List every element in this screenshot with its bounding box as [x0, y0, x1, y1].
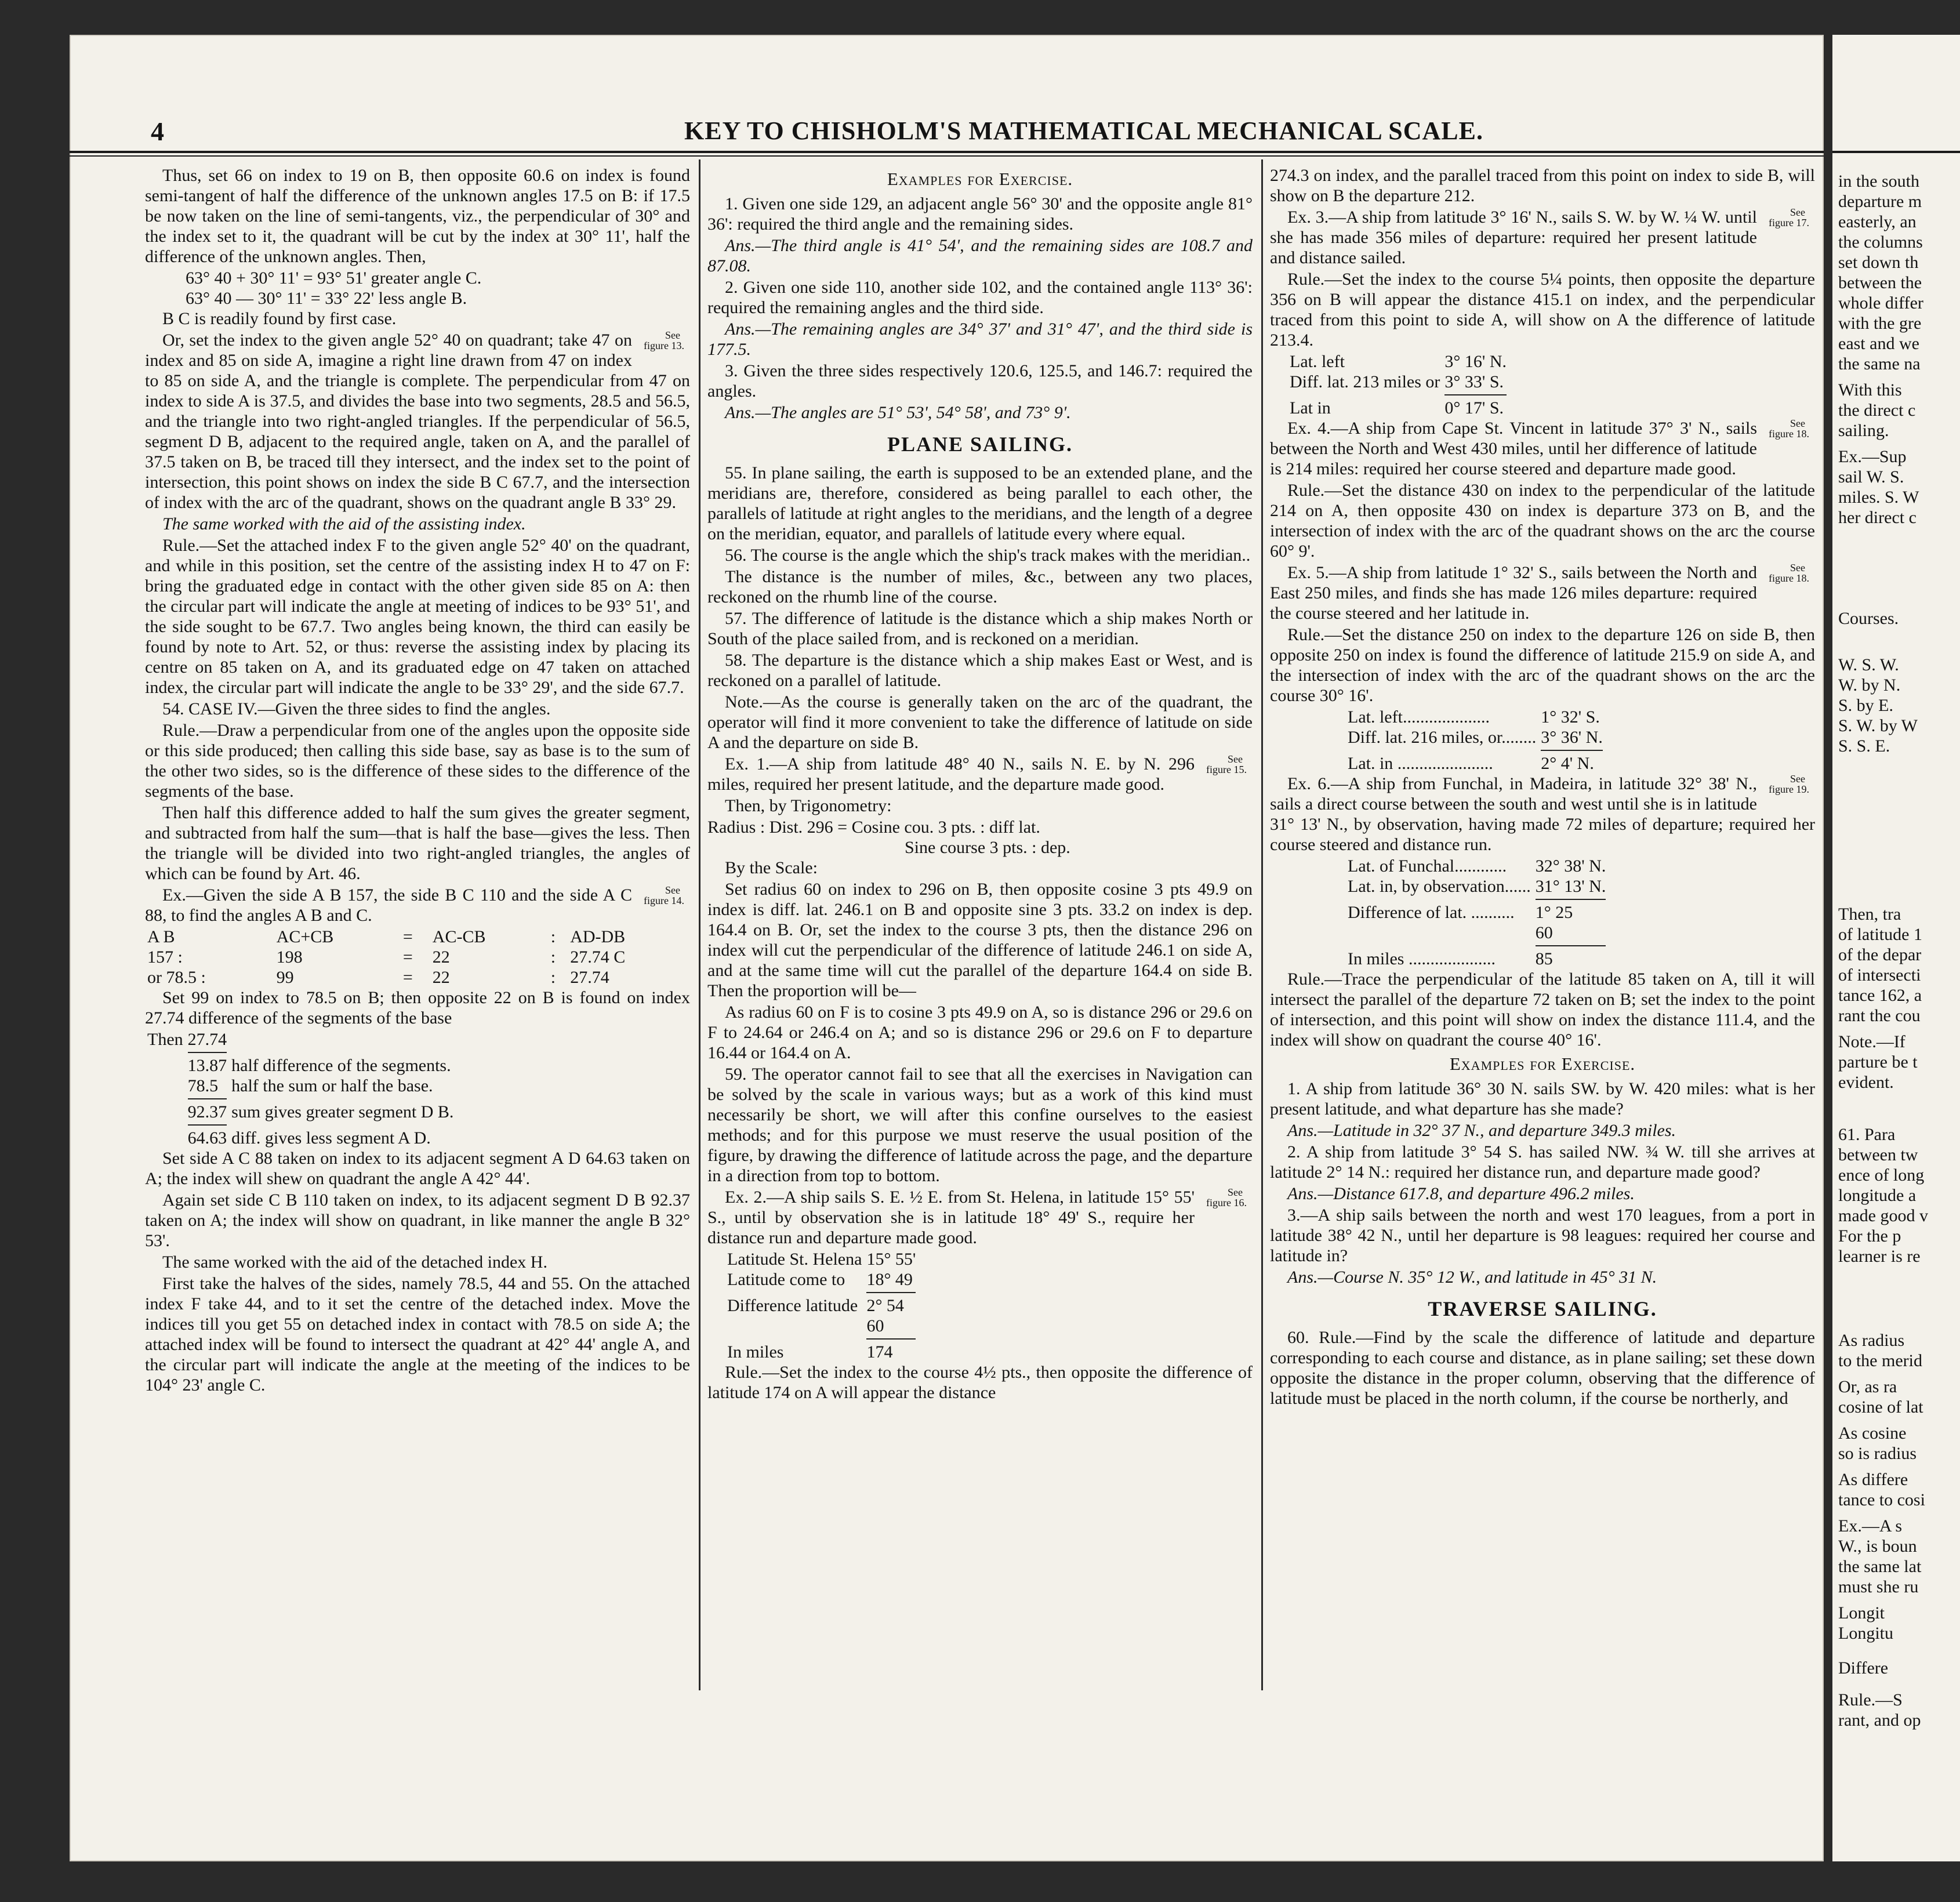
paragraph: See figure 13. Or, set the index to the given angle 52° 40 on quadrant; take 47 on index and 85 on side A, imagine a right line drawn from 47 on index to 85 on side A, and the triangle is complete. The perpendicular from 47 on index to side A is 37.5, and divides the base into two segments, 28.5 and 56.5, and the triangle into two right-angled triangles. If the perpendicular of 56.5, segment D B, adjacent to the required angle, taken on A, and the parallel of 37.5 taken on B, be traced till they intersect, and the index set to the point of intersection, this point shows on index the side B C 67.7, and the intersection of index with the arc of the quadrant, shows on the quadrant angle B 33° 29. [145, 329, 690, 512]
paragraph: Thus, set 66 on index to 19 on B, then opposite 60.6 on index is found semi-tangent of half the difference of the unknown angles 17.5 on B: if 17.5 be now taken on the line of semi-tangents, viz., the perpendicular of 30° and the index set to it, the quadrant will be cut by the index at 30° 11', half the difference of the unknown angles. Then, [145, 166, 690, 266]
figure-note: See figure 17. [1769, 206, 1809, 228]
header-rule [1832, 151, 1960, 153]
adjacent-page-fragment [1832, 35, 1960, 1861]
fragment-line: the direct c [1838, 401, 1916, 420]
latitude-table: Lat. left.................... 1° 32' S. Diff. lat. 216 miles, or........ 3° 36' N. Lat. in ...................... 2° 4' N. [1348, 707, 1603, 773]
answer: Ans.—The third angle is 41° 54', and the remaining sides are 108.7 and 87.08. [707, 236, 1253, 275]
fragment-line: W. S. W. [1838, 655, 1899, 674]
fragment-line: sailing. [1838, 421, 1889, 440]
paragraph: Rule.—Set the index to the course 4½ pts., then opposite the difference of latitude 174 on A will appear the distance [707, 1363, 1253, 1402]
paragraph: Then half this difference added to half the sum gives the greater segment, and subtracted from half the sum—that is half the base—gives the less. Then the triangle will be divided into two right-angled triangles, the angles of which can be found by Art. 46. [145, 803, 690, 883]
segment-calc-table: Then 27.74 13.87 half difference of the segments. 78.5 half the sum or half the base. 92.37 sum gives greater segment D B. 64.63 diff. gives less segment A D. [147, 1030, 454, 1148]
fragment-line: set down th [1838, 253, 1919, 272]
fragment-line: Courses. [1838, 609, 1899, 628]
paragraph: Set radius 60 on index to 296 on B, then opposite cosine 3 pts 49.9 on index is diff. lat. 246.1 on B and opposite sine 3 pts. 33.2 on index is dep. 164.4 on B. Or, set the index to the course 3 pts, then the distance 296 on index will cut the perpendicular of the difference of latitude 246.1 on side A, and at the same time will cut the parallel of the departure 164.4 on side B. Then the proportion will be— [707, 880, 1253, 1000]
fragment-line: Longit [1838, 1603, 1885, 1622]
answer: Ans.—The angles are 51° 53', 54° 58', and 73° 9'. [725, 403, 1071, 422]
equation: 63° 40 — 30° 11' = 33° 22' less angle B. [186, 289, 467, 308]
fragment-line: As differe [1838, 1470, 1908, 1489]
paragraph: 3. Given the three sides respectively 120.6, 125.5, and 146.7: required the angles. [707, 361, 1253, 401]
fragment-line: Or, as ra [1838, 1377, 1897, 1396]
fragment-line: tance 162, a [1838, 986, 1922, 1005]
fragment-line: Longitu [1838, 1624, 1893, 1643]
header-rule-thin [70, 155, 1824, 157]
fragment-line: departure m [1838, 192, 1922, 211]
section-heading: Examples for Exercise. [1449, 1054, 1636, 1074]
section-heading: Examples for Exercise. [887, 169, 1073, 189]
latitude-table: Lat. of Funchal............ 32° 38' N. Lat. in, by observation...... 31° 13' N. Difference of lat. .......... 1° 25 60 In miles .................... 85 [1348, 856, 1606, 968]
paragraph: See figure 14. Ex.—Given the side A B 157, the side B C 110 and the side A C 88, to find the angles A B and C. [145, 885, 690, 925]
figure-note: See figure 14. [644, 884, 684, 906]
fragment-line: rant the cou [1838, 1006, 1921, 1025]
figure-note: See figure 15. [1206, 753, 1247, 775]
fragment-line: in the south [1838, 172, 1919, 191]
fragment-line: of latitude 1 [1838, 925, 1922, 944]
fragment-line: must she ru [1838, 1577, 1919, 1596]
figure-note: See figure 18. [1769, 418, 1809, 440]
fragment-line: W. by N. [1838, 676, 1901, 695]
column-3 [1270, 165, 1815, 1410]
fragment-line: so is radius [1838, 1444, 1917, 1463]
paragraph: Rule.—Trace the perpendicular of the latitude 85 taken on A, till it will intersect the parallel of the departure 72 taken on B; set the index to the point of intersection, and this point will show on index the distance 111.4, and the index will show on quadrant the course 40° 16'. [1270, 970, 1815, 1050]
fragment-line: longitude a [1838, 1186, 1917, 1205]
fragment-line: S. by E. [1838, 696, 1894, 715]
fragment-line: evident. [1838, 1073, 1894, 1092]
paragraph: Rule.—Set the attached index F to the given angle 52° 40' on the quadrant, and while in this position, set the centre of the assisting index H to 47 on F: bring the graduated edge in contact with the other given side 85 on A: then the circular part will indicate the angle at meeting of indices to be 93° 51', and the side sought to be 67.7. Two angles being known, the third can easily be found by note to Art. 52, or thus: reverse the assisting index by placing its centre on 85 taken on A, and its graduated edge on 47 taken on attached index, the circular part will indicate the angle to be 33° 29', and the side 67.7. [145, 536, 690, 697]
paragraph: 58. The departure is the distance which a ship makes East or West, and is reckoned on a parallel of latitude. [707, 651, 1253, 690]
paragraph: Again set side C B 110 taken on index, to its adjacent segment D B 92.37 taken on A; the index will show on quadrant, in like manner the angle B 32° 53'. [145, 1190, 690, 1250]
fragment-line: S. S. E. [1838, 736, 1890, 756]
formula: Radius : Dist. 296 = Cosine cou. 3 pts. : diff lat. [707, 818, 1040, 837]
paragraph: See figure 19. Ex. 6.—A ship from Funchal, in Madeira, in latitude 32° 38' N., sails a direct course between the south and west until she is in latitude 31° 13' N., by observation, having made 72 miles of departure; required her course steered and distance run. [1270, 773, 1815, 854]
fragment-line: easterly, an [1838, 212, 1917, 231]
paragraph: By the Scale: [725, 858, 818, 877]
fragment-line: S. W. by W [1838, 716, 1918, 735]
paragraph: 1. A ship from latitude 36° 30 N. sails SW. by W. 420 miles: what is her present latitude, and what departure has she made? [1270, 1079, 1815, 1119]
column-1 [145, 165, 690, 1396]
section-title: PLANE SAILING. [887, 433, 1073, 456]
paragraph: Note.—As the course is generally taken on the arc of the quadrant, the operator will find it more convenient to take the difference of latitude on side A and the departure on side B. [707, 692, 1253, 752]
paragraph: B C is readily found by first case. [162, 309, 397, 328]
paragraph: The same worked with the aid of the assisting index. [162, 514, 526, 533]
paragraph: Rule.—Set the index to the course 5¼ points, then opposite the departure 356 on B will appear the distance 415.1 on index, and the perpendicular traced from this point to side A, will show on A the difference of latitude 213.4. [1270, 270, 1815, 350]
fragment-line: As cosine [1838, 1424, 1907, 1443]
fragment-line: Rule.—S [1838, 1690, 1903, 1709]
paragraph: Rule.—Set the distance 250 on index to the departure 126 on side B, then opposite 250 on index is found the difference of latitude 215.9 on side A, and the intersection of index with the arc of the quadrant shows on the arc the course 30° 16'. [1270, 625, 1815, 705]
paragraph: 59. The operator cannot fail to see that all the exercises in Navigation can be solved by the scale in various ways; but as a work of this kind must necessarily be short, we will after this confine ourselves to the easiest methods; and for this purpose we must reserve the usual position of the figure, by drawing the difference of latitude across the page, and the departure in a direction from top to bottom. [707, 1065, 1253, 1185]
fragment-line: With this [1838, 380, 1902, 400]
answer: Ans.—Course N. 35° 12 W., and latitude in 45° 31 N. [1287, 1268, 1657, 1287]
fragment-line: made good v [1838, 1206, 1928, 1225]
paragraph: 56. The course is the angle which the ship's track makes with the meridian.. [725, 546, 1251, 565]
running-title: KEY TO CHISHOLM'S MATHEMATICAL MECHANICAL SCALE. [684, 117, 1483, 145]
equation: 63° 40 + 30° 11' = 93° 51' greater angle C. [186, 268, 482, 288]
paragraph: 57. The difference of latitude is the distance which a ship makes North or South of the place sailed from, and is reckoned on a meridian. [707, 609, 1253, 648]
fragment-line: cosine of lat [1838, 1398, 1923, 1417]
fragment-line: tance to cosi [1838, 1490, 1925, 1509]
paragraph: 2. A ship from latitude 3° 54 S. has sailed NW. ¾ W. till she arrives at latitude 2° 14 N.: required her distance run, and departure made good? [1270, 1142, 1815, 1182]
fragment-line: the columns [1838, 233, 1923, 252]
paragraph: Then, by Trigonometry: [725, 796, 892, 815]
fragment-line: the same lat [1838, 1557, 1922, 1576]
paragraph: 274.3 on index, and the parallel traced from this point on index to side B, will show on B the departure 212. [1270, 166, 1815, 205]
fragment-line: Then, tra [1838, 905, 1901, 924]
paragraph: 54. CASE IV.—Given the three sides to find the angles. [162, 699, 551, 718]
paragraph: See figure 18. Ex. 4.—A ship from Cape St. Vincent in latitude 37° 3' N., sails between the North and West 430 miles, until her difference of latitude is 214 miles: required her course steered and departure made good. [1270, 418, 1815, 479]
section-title: TRAVERSE SAILING. [1428, 1297, 1657, 1320]
fragment-line: Note.—If [1838, 1032, 1905, 1051]
fragment-line: with the gre [1838, 314, 1922, 333]
fragment-line: Ex.—A s [1838, 1516, 1903, 1536]
fragment-line: her direct c [1838, 508, 1917, 527]
fragment-line: east and we [1838, 334, 1919, 353]
fragment-line: parture be t [1838, 1052, 1918, 1072]
fragment-line: Differe [1838, 1658, 1889, 1678]
fragment-line: As radius [1838, 1331, 1905, 1350]
page-number: 4 [151, 117, 164, 146]
paragraph: The distance is the number of miles, &c., between any two places, reckoned on the rhumb line of the course. [707, 567, 1253, 607]
answer: Ans.—Latitude in 32° 37 N., and departure 349.3 miles. [1287, 1121, 1676, 1140]
paragraph: As radius 60 on F is to cosine 3 pts 49.9 on A, so is distance 296 or 29.6 on F to 24.64 or 246.4 on A; and so is distance 296 or 29.6 on F to departure 16.44 or 164.4 on A. [707, 1003, 1253, 1062]
fragment-line: For the p [1838, 1226, 1901, 1246]
paragraph: 1. Given one side 129, an adjacent angle 56° 30' and the opposite angle 81° 36': required the third angle and the remaining sides. [707, 194, 1253, 234]
fragment-line: between tw [1838, 1145, 1918, 1164]
paragraph: 3.—A ship sails between the north and west 170 leagues, from a port in latitude 38° 42 N., until her departure is 98 leagues: required her course and latitude in? [1270, 1206, 1815, 1265]
answer: Ans.—Distance 617.8, and departure 496.2 miles. [1287, 1184, 1635, 1203]
fragment-line: sail W. S. [1838, 467, 1904, 487]
proportion-table: A B AC+CB = AC-CB : AD-DB 157 : 198 = 22 : 27.74 C or 78.5 : 99 = 22 : 27.74 [147, 927, 626, 987]
paragraph: Rule.—Draw a perpendicular from one of the angles upon the opposite side or this side produced; then calling this side base, say as base is to the sum of the other two sides, so is the difference of these sides to the difference of the segments of the base. [145, 721, 690, 801]
fragment-line: of intersecti [1838, 965, 1921, 985]
paragraph: See figure 15. Ex. 1.—A ship from latitude 48° 40 N., sails N. E. by N. 296 miles, required her present latitude, and the departure made good. [707, 754, 1253, 794]
fragment-line: learner is re [1838, 1247, 1921, 1266]
fragment-line: ence of long [1838, 1166, 1925, 1185]
paragraph: 55. In plane sailing, the earth is supposed to be an extended plane, and the meridians are, therefore, considered as being parallel to each other, the parallels of latitude at right angles to the meridians, and the length of a degree on the meridian, equator, and parallels of latitude every where equal. [707, 463, 1253, 543]
column-2 [707, 165, 1253, 1404]
fragment-line: of the depar [1838, 945, 1922, 964]
fragment-line: rant, and op [1838, 1711, 1921, 1730]
figure-note: See figure 13. [644, 329, 684, 351]
paragraph: See figure 18. Ex. 5.—A ship from latitude 1° 32' S., sails between the North and East 250 miles, and finds she has made 126 miles departure: required the course steered and her latitude in. [1270, 562, 1815, 623]
paragraph: 2. Given one side 110, another side 102, and the contained angle 113° 36': required the remaining angles and the third side. [707, 278, 1253, 317]
header-rule [70, 151, 1824, 153]
fragment-line: 61. Para [1838, 1125, 1896, 1144]
paragraph: 60. Rule.—Find by the scale the difference of latitude and departure corresponding to each course and distance, as in plane sailing; set these down opposite the distance in the proper column, observing that the difference of latitude must be placed in the north column, if the course be northerly, and [1270, 1328, 1815, 1408]
column-rule [699, 159, 700, 1690]
figure-note: See figure 19. [1769, 773, 1809, 795]
paragraph: Set 99 on index to 78.5 on B; then opposite 22 on B is found on index 27.74 difference of the segments of the base [145, 988, 690, 1028]
fragment-line: between the [1838, 273, 1922, 292]
latitude-table: Lat. left 3° 16' N. Diff. lat. 213 miles or 3° 33' S. Lat in 0° 17' S. [1290, 352, 1507, 418]
fragment-line: Ex.—Sup [1838, 447, 1907, 466]
paragraph: See figure 17. Ex. 3.—A ship from latitude 3° 16' N., sails S. W. by W. ¼ W. until she has made 356 miles of departure: required her present latitude and distance sailed. [1270, 207, 1815, 268]
fragment-line: W., is boun [1838, 1537, 1917, 1556]
fragment-line: to the merid [1838, 1351, 1922, 1370]
answer: Ans.—The remaining angles are 34° 37' and 31° 47', and the third side is 177.5. [707, 320, 1253, 359]
paragraph: Rule.—Set the distance 430 on index to the perpendicular of the latitude 214 on A, then opposite 430 on index is departure 373 on B, and the intersection of index with the arc of the quadrant shows on the arc the course 60° 9'. [1270, 481, 1815, 561]
paragraph: First take the halves of the sides, namely 78.5, 44 and 55. On the attached index F take 44, and to it set the centre of the detached index. Move the indices till you get 55 on detached index in contact with 78.5 on side A; the attached index will be found to intersect the quadrant at 42° 44' angle A, and the circular part will indicate the angle at the meeting of the indices to be 104° 23' angle C. [145, 1274, 690, 1395]
document-page [70, 35, 1824, 1861]
fragment-line: miles. S. W [1838, 488, 1919, 507]
latitude-table: Latitude St. Helena 15° 55' Latitude come to 18° 49 Difference latitude 2° 54 60 In miles 174 [727, 1250, 916, 1362]
fragment-line: the same na [1838, 354, 1921, 373]
column-rule [1261, 159, 1263, 1690]
paragraph: Set side A C 88 taken on index to its adjacent segment A D 64.63 taken on A; the index will shew on quadrant the angle A 42° 44'. [145, 1149, 690, 1188]
paragraph: See figure 16. Ex. 2.—A ship sails S. E. ½ E. from St. Helena, in latitude 15° 55' S., until by observation she is in latitude 18° 49' S., require her distance run and departure made good. [707, 1187, 1253, 1248]
formula: Sine course 3 pts. : dep. [905, 838, 1070, 857]
fragment-line: whole differ [1838, 293, 1923, 313]
figure-note: See figure 16. [1206, 1186, 1247, 1208]
figure-note: See figure 18. [1769, 562, 1809, 584]
paragraph: The same worked with the aid of the detached index H. [162, 1253, 547, 1272]
